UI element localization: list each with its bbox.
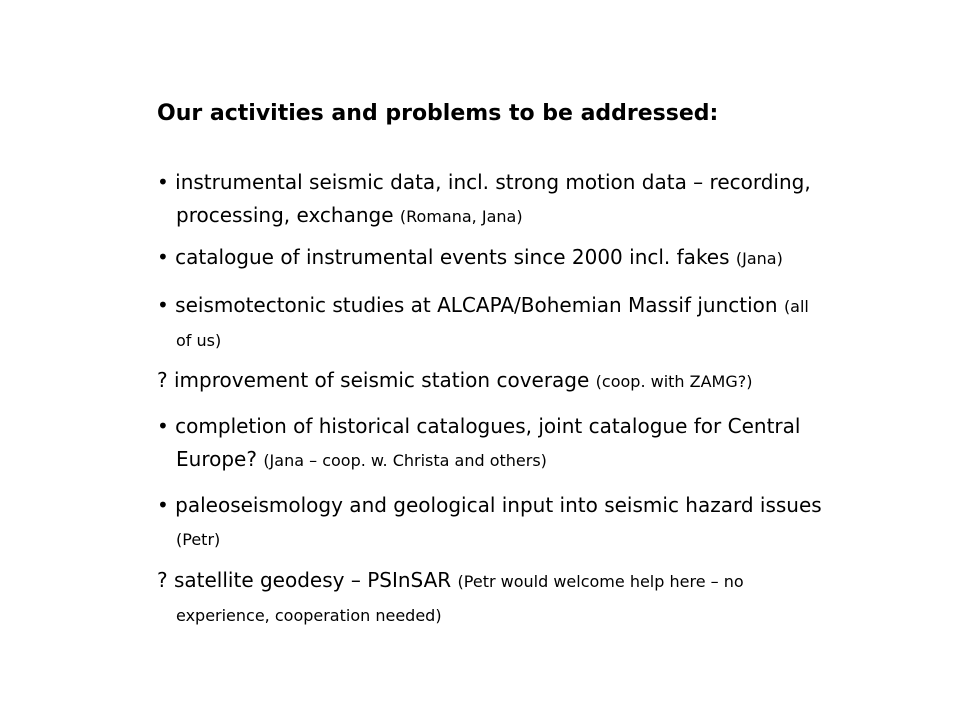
list-item	[157, 289, 877, 357]
list-item-line	[157, 410, 877, 443]
list-item-line	[157, 489, 877, 522]
list-item	[157, 364, 877, 398]
list-item-text: processing, exchange	[176, 203, 394, 227]
list-item-text: improvement of seismic station coverage	[173, 368, 590, 392]
bullet-marker: •	[157, 170, 169, 194]
list-item-line	[157, 364, 877, 398]
list-item-line	[157, 564, 877, 598]
slide-title: Our activities and problems to be addressed:	[157, 101, 719, 126]
list-item-line	[157, 166, 877, 199]
list-item-note: (all	[783, 297, 809, 316]
list-item-line	[157, 323, 877, 357]
list-item	[157, 489, 877, 556]
list-item	[157, 410, 877, 477]
list-item-note: (Petr would welcome help here – no	[457, 572, 744, 591]
list-item-text: paleoseismology and geological input into seismic hazard issues	[175, 493, 822, 517]
list-item-text: seismotectonic studies at ALCAPA/Bohemian Massif junction	[175, 293, 778, 317]
question-marker: ?	[157, 368, 168, 392]
list-item-text: instrumental seismic data, incl. strong motion data – recording,	[175, 170, 811, 194]
list-item-line	[157, 443, 877, 477]
list-item	[157, 241, 877, 275]
list-item-text: catalogue of instrumental events since 2000 incl. fakes	[175, 245, 730, 269]
bullet-marker: •	[157, 293, 169, 317]
list-item-note: (Jana)	[735, 249, 783, 268]
list-item-line	[157, 522, 877, 556]
question-marker: ?	[157, 568, 168, 592]
bullet-marker: •	[157, 493, 169, 517]
list-item	[157, 166, 877, 233]
list-item-note: of us)	[176, 331, 222, 350]
list-item-note: (Petr)	[176, 530, 221, 549]
list-item-line	[157, 241, 877, 275]
list-item-line	[157, 598, 877, 632]
list-item-line	[157, 289, 877, 323]
list-item-note: (coop. with ZAMG?)	[595, 372, 753, 391]
list-item-text: Europe?	[176, 447, 257, 471]
list-item-note: (Jana – coop. w. Christa and others)	[263, 451, 547, 470]
list-item-note: (Romana, Jana)	[399, 207, 523, 226]
list-item-line	[157, 199, 877, 233]
list-item-text: completion of historical catalogues, joint catalogue for Central	[175, 414, 801, 438]
list-item	[157, 564, 877, 632]
list-item-note: experience, cooperation needed)	[176, 606, 442, 625]
bullet-marker: •	[157, 414, 169, 438]
list-item-text: satellite geodesy – PSInSAR	[173, 568, 452, 592]
bullet-marker: •	[157, 245, 169, 269]
